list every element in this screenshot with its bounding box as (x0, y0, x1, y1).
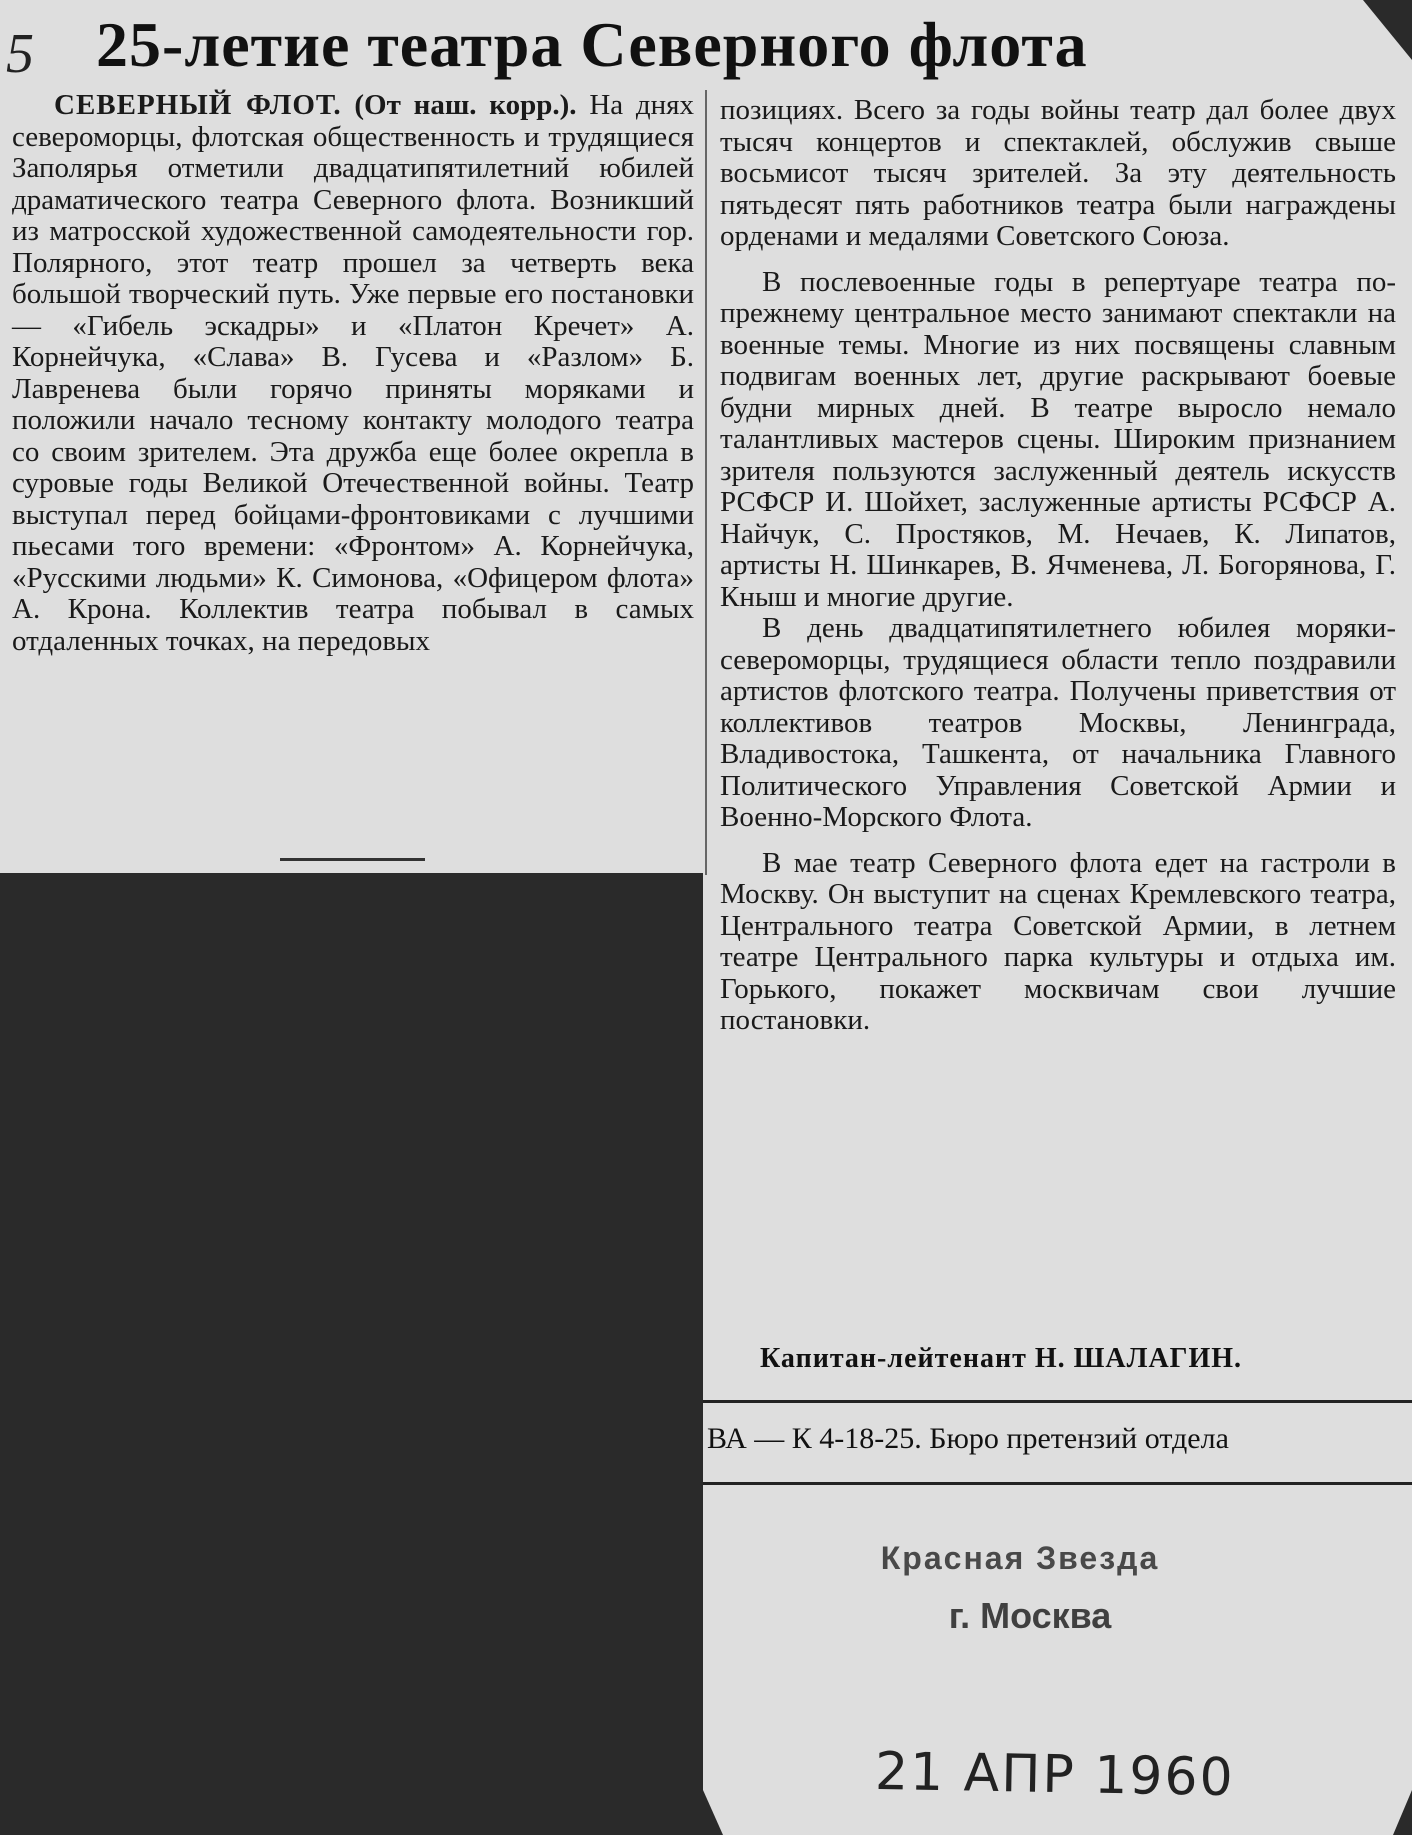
paragraph-4: В мае театр Северного флота едет на гастроли в Москву. Он выступит на сценах Кремлевского театра, Центрального театра Советской Армии, в летнем театре Центрального парка культуры и отдыха им. Горького, покажет москвичам свои лучшие постановки. (720, 846, 1396, 1036)
footer-imprint-line: ВА — К 4-18-25. Бюро претензий отдела (707, 1422, 1229, 1455)
footer-rule-top (703, 1400, 1412, 1403)
lead-paragraph (12, 90, 694, 657)
date-stamp: 21 АПР 1960 (874, 1741, 1236, 1809)
article-text-left: На днях североморцы, флотская общественность и трудящиеся Заполярья отметили двадцатипятилетний юбилей драматического театра Северного флота. Возникший из матросской художественной самодеятельности гор. Полярного, этот театр прошел за четверть века большой творческий путь. Уже первые его постановки — «Гибель эскадры» и «Платон Кречет» А. Корнейчука, «Слава» В. Гусева и «Разлом» Б. Лавренева были горячо приняты моряками и положили начало тесному контакту молодого театра со своим зрителем. Эта дружба еще более окрепла в суровые годы Великой Отечественной войны. Театр выступал перед бойцами-фронтовиками с лучшими пьесами того времени: «Фронтом» А. Корнейчука, «Русскими людьми» К. Симонова, «Офицером флота» А. Крона. Коллектив театра побывал в самых отдаленных точках, на передовых (12, 89, 695, 657)
column-divider (705, 90, 707, 875)
short-rule (280, 858, 425, 861)
article-column-left (12, 90, 694, 657)
handwritten-mark: 5 (6, 23, 34, 85)
newspaper-stamp: Красная Звезда (880, 1540, 1160, 1576)
footer-rule-bottom (703, 1482, 1412, 1485)
byline-place: СЕВЕРНЫЙ ФЛОТ. (54, 89, 342, 121)
article-column-right (720, 95, 1396, 1037)
city-stamp: г. Москва (948, 1595, 1112, 1636)
byline-source: (От наш. корр.). (354, 89, 577, 121)
author-signature: Капитан-лейтенант Н. ШАЛАГИН. (760, 1343, 1243, 1374)
paragraph-2: В послевоенные годы в репертуаре театра по-прежнему центральное место занимают спектакли на военные темы. Многие из них посвящены славным подвигам военных лет, другие раскрывают боевые будни мирных дней. В театре выросло немало талантливых мастеров сцены. Широким признанием зрителя пользуются заслуженный деятель искусств РСФСР И. Шойхет, заслуженные артисты РСФСР А. Найчук, С. Простяков, М. Нечаев, К. Липатов, артисты Н. Шинкарев, В. Ячменева, Л. Богорянова, Г. Кныш и многие другие. (720, 265, 1396, 613)
article-headline: 25-летие театра Северного флота (96, 9, 1088, 80)
paragraph-3: В день двадцатипятилетнего юбилея моряки-североморцы, трудящиеся области тепло поздравили артистов флотского театра. Получены приветствия от коллективов театров Москвы, Ленинграда, Владивостока, Ташкента, от начальника Главного Политического Управления Советской Армии и Военно-Морского Флота. (720, 612, 1396, 833)
paragraph-1: позициях. Всего за годы войны театр дал более двух тысяч концертов и спектаклей, обслужив свыше восьмисот тысяч зрителей. За эту деятельность пятьдесят пять работников театра были награждены орденами и медалями Советского Союза. (720, 94, 1396, 252)
